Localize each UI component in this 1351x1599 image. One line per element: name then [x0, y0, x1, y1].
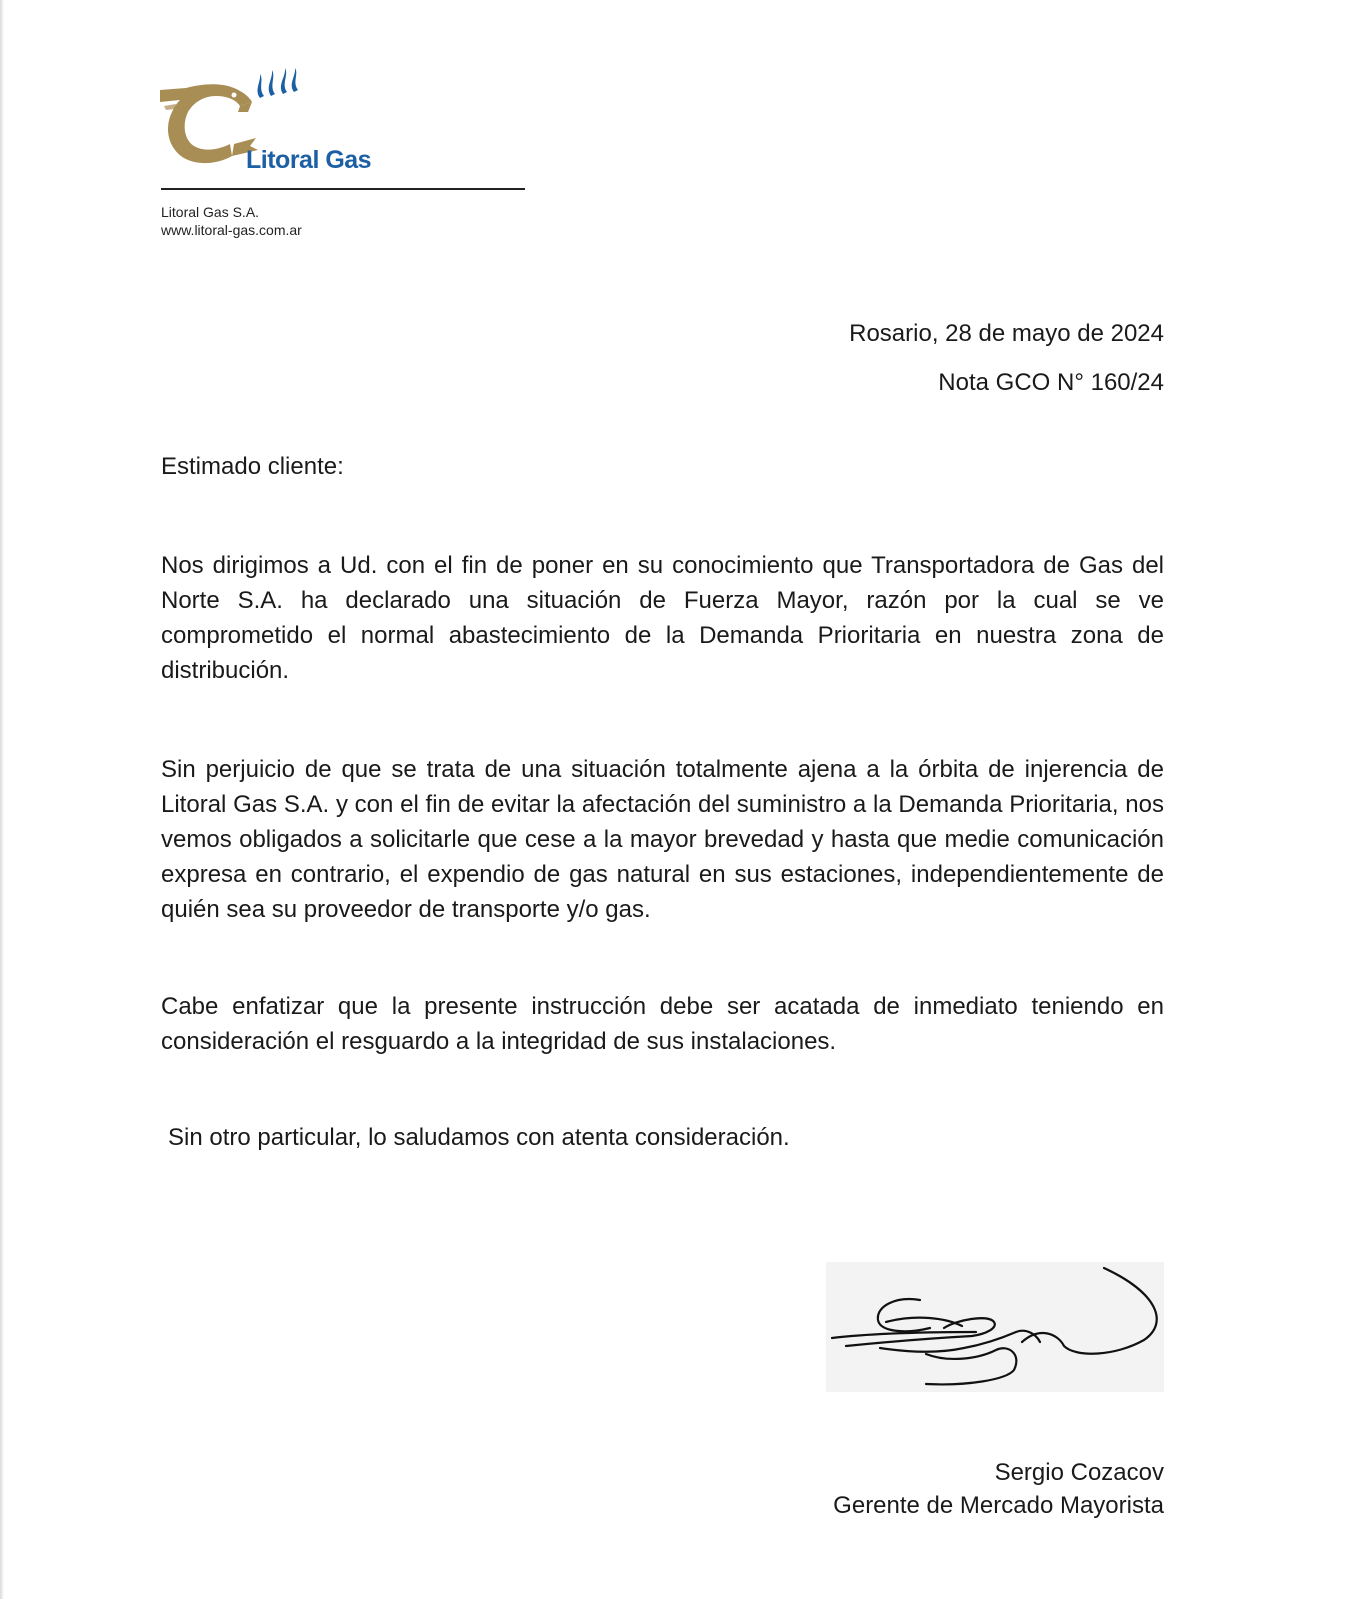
signer-title: Gerente de Mercado Mayorista — [833, 1492, 1164, 1519]
page-edge-shadow — [0, 0, 4, 1599]
letter-paragraph: Nos dirigimos a Ud. con el fin de poner en su conocimiento que Transportadora de Gas del Norte S.A. ha declarado una situación de Fuerza Mayor, razón por la cual se ve comprometido el normal abastecimiento de la Demanda Prioritaria en nuestra zona de distribución. — [161, 552, 1164, 684]
signer-block — [833, 1456, 1164, 1522]
company-logo — [160, 66, 390, 178]
company-name: Litoral Gas S.A. — [161, 204, 260, 220]
letter-date: Rosario, 28 de mayo de 2024 — [849, 320, 1164, 347]
letter-paragraph: Sin perjuicio de que se trata de una situación totalmente ajena a la órbita de injerencia de Litoral Gas S.A. y con el fin de evitar la afectación del suministro a la Demanda Prioritaria, nos vemos obligados a solicitarle que cese a la mayor brevedad y hasta que medie comunicación expresa en contrario, el expendio de gas natural en sus estaciones, independientemente de quién sea su proveedor de transporte y/o gas. — [161, 756, 1164, 923]
handwritten-signature — [826, 1262, 1164, 1392]
company-info — [161, 203, 302, 239]
letter-reference: Nota GCO N° 160/24 — [938, 369, 1164, 396]
letter-greeting: Estimado cliente: — [161, 453, 344, 480]
letter-closing: Sin otro particular, lo saludamos con atenta consideración. — [168, 1124, 790, 1151]
header-divider — [161, 188, 525, 190]
brand-name: Litoral Gas — [246, 146, 372, 174]
company-website: www.litoral-gas.com.ar — [161, 222, 302, 238]
letter-paragraph: Cabe enfatizar que la presente instrucción debe ser acatada de inmediato teniendo en consideración el resguardo a la integridad de sus instalaciones. — [161, 993, 1164, 1055]
signer-name: Sergio Cozacov — [994, 1459, 1164, 1486]
